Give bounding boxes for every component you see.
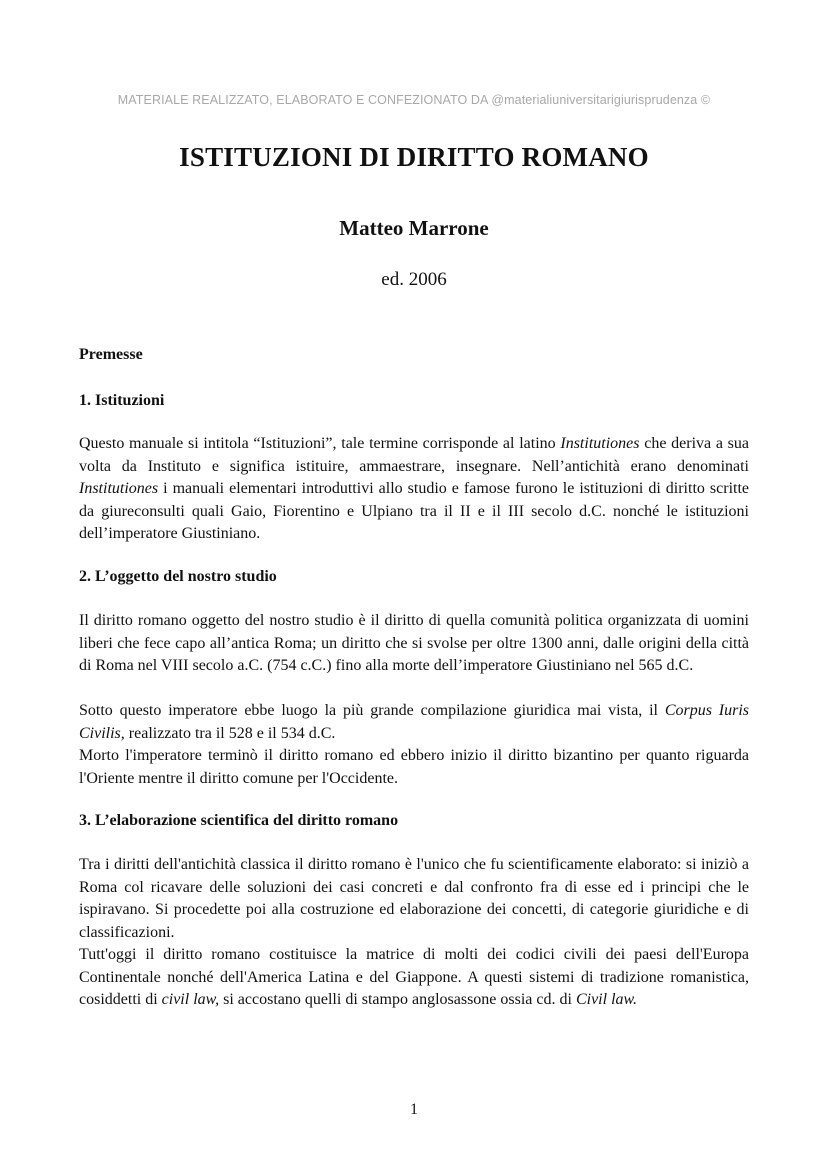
section-2-paragraph-1: Il diritto romano oggetto del nostro studio è il diritto di quella comunità politica organizzata di uomini liberi che fece capo all’antica Roma; un diritto che si svolse per oltre 1300 anni, dalle origini della città di Roma nel VIII secolo a.C. (754 c.C.) fino alla morte dell’imperatore Giustiniano nel 565 d.C. — [79, 612, 749, 674]
document-title: ISTITUZIONI DI DIRITTO ROMANO — [179, 142, 649, 172]
author-name: Matteo Marrone — [339, 216, 489, 240]
edition-label: ed. 2006 — [381, 269, 447, 290]
section-2-paragraph-2: Sotto questo imperatore ebbe luogo la più grande compilazione giuridica mai vista, il Corpus Iuris Civilis, realizzato tra il 528 e il 534 d.C. — [79, 702, 749, 742]
section-1-heading: 1. Istituzioni — [79, 392, 165, 409]
section-3-heading: 3. L’elaborazione scientifica del diritto romano — [79, 812, 399, 829]
copyright-watermark: MATERIALE REALIZZATO, ELABORATO E CONFEZIONATO DA @materialiuniversitarigiurisprudenza © — [117, 93, 711, 107]
section-2-paragraph-3: Morto l'imperatore terminò il diritto romano ed ebbero inizio il diritto bizantino per quanto riguarda l'Oriente mentre il diritto comune per l'Occidente. — [79, 747, 749, 787]
page-number: 1 — [410, 1101, 418, 1118]
section-1-paragraph: Questo manuale si intitola “Istituzioni”, tale termine corrisponde al latino Institutiones che deriva a sua volta da Instituto e significa istituire, ammaestrare, insegnare. Nell’antichità erano denominati Institutiones i manuali elementari introduttivi allo studio e famose furono le istituzioni di diritto scritte da giureconsulti quali Gaio, Fiorentino e Ulpiano tra il II e il III secolo d.C. nonché le istituzioni dell’imperatore Giustiniano. — [79, 435, 750, 542]
section-3-paragraph-2: Tutt'oggi il diritto romano costituisce la matrice di molti dei codici civili dei paesi dell'Europa Continentale nonché dell'America Latina e del Giappone. A questi sistemi di tradizione romanistica, cosiddetti di civil law, si accostano quelli di stampo anglosassone ossia cd. di Civil law. — [79, 946, 749, 1008]
section-2-heading: 2. L’oggetto del nostro studio — [79, 568, 277, 585]
section-3-paragraph-1: Tra i diritti dell'antichità classica il diritto romano è l'unico che fu scientificamente elaborato: si iniziò a Roma col ricavare delle soluzioni dei casi concreti e dal confronto fra di esse ed i principi che le ispiravano. Si procedette poi alla costruzione ed elaborazione dei concetti, di categorie giuridiche e di classificazioni. — [79, 856, 749, 941]
preface-heading: Premesse — [79, 346, 143, 363]
